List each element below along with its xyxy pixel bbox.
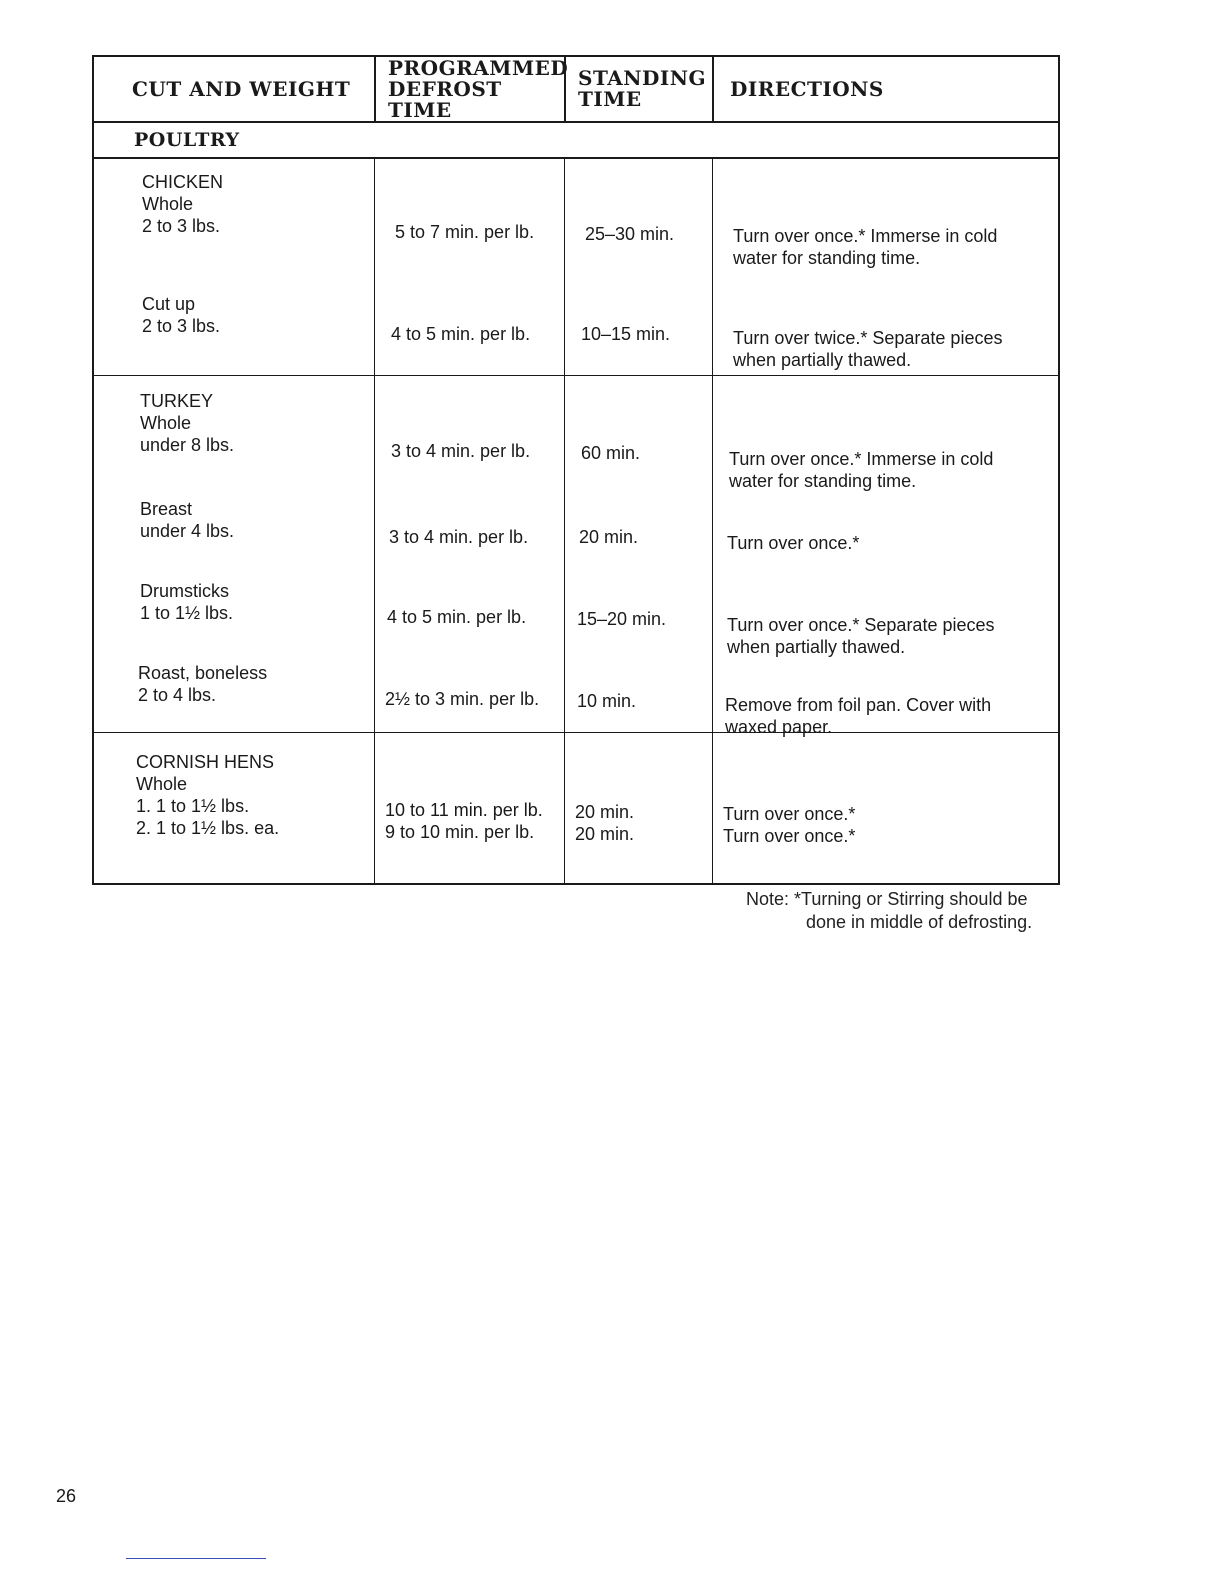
header-defrost-line1: PROGRAMMED [388, 55, 569, 80]
chicken-name: CHICKEN [142, 172, 224, 192]
header-standing-line2: TIME [578, 87, 642, 111]
chicken-directions-cell [712, 159, 1058, 375]
page-number: 26 [56, 1486, 77, 1506]
turkey-whole-weight: under 8 lbs. [140, 435, 235, 455]
header-cut-label: CUT AND WEIGHT [132, 76, 351, 101]
hens-standing-1: 20 min. [575, 802, 635, 822]
chicken-cut-label: Cut up [142, 294, 196, 314]
hens-standing-cell [564, 733, 712, 883]
chicken-cut-cell [94, 159, 374, 375]
footnote-line2: done in middle of defrosting. [806, 912, 1033, 932]
table-header [94, 57, 1058, 123]
turkey-drum-directions: Turn over once.* Separate pieces when partially thawed. [727, 615, 995, 657]
turkey-drum-weight: 1 to 1½ lbs. [140, 603, 234, 623]
header-defrost-line2: DEFROST TIME [388, 76, 502, 122]
turkey-roast-directions: Remove from foil pan. Cover with waxed paper. [725, 695, 992, 737]
hens-directions-1: Turn over once.* [723, 804, 856, 824]
turkey-directions-cell [712, 376, 1058, 737]
chicken-cut-defrost: 4 to 5 min. per lb. [391, 324, 531, 344]
chicken-cut-standing: 10–15 min. [581, 324, 671, 344]
hens-weight-2: 2. 1 to 1½ lbs. ea. [136, 818, 280, 838]
header-directions-label: DIRECTIONS [730, 76, 884, 101]
turkey-breast-label: Breast [140, 499, 193, 519]
turkey-roast-defrost: 2½ to 3 min. per lb. [385, 689, 540, 709]
chicken-whole-standing: 25–30 min. [585, 224, 675, 244]
footnote-line1: Note: *Turning or Stirring should be [746, 889, 1028, 909]
header-standing-line1: STANDING [578, 66, 707, 90]
turkey-whole-standing: 60 min. [581, 443, 641, 463]
turkey-name: TURKEY [140, 391, 214, 411]
turkey-drum-label: Drumsticks [140, 581, 229, 601]
turkey-cut-cell [94, 376, 374, 732]
turkey-drum-standing: 15–20 min. [577, 609, 667, 629]
chicken-whole-weight: 2 to 3 lbs. [142, 216, 221, 236]
footer-rule [126, 1558, 266, 1559]
defrost-table [92, 55, 1060, 885]
group-cornish-hens [94, 732, 1058, 883]
turkey-whole-directions: Turn over once.* Immerse in cold water for standing time. [729, 449, 994, 491]
group-turkey [94, 375, 1058, 737]
chicken-cut-weight: 2 to 3 lbs. [142, 316, 221, 336]
chicken-defrost-cell [374, 159, 564, 375]
hens-directions-cell [712, 733, 1058, 883]
header-standing-time [564, 57, 712, 121]
turkey-roast-weight: 2 to 4 lbs. [138, 685, 217, 705]
turkey-whole-defrost: 3 to 4 min. per lb. [391, 441, 531, 461]
section-poultry [94, 123, 1058, 159]
hens-weight-1: 1. 1 to 1½ lbs. [136, 796, 250, 816]
hens-standing-2: 20 min. [575, 824, 635, 844]
header-directions [712, 57, 1058, 121]
header-defrost-time [374, 55, 569, 122]
hens-defrost-cell [374, 733, 564, 883]
hens-cut-cell [94, 733, 374, 883]
hens-defrost-2: 9 to 10 min. per lb. [385, 822, 535, 842]
turkey-breast-directions: Turn over once.* [727, 533, 860, 553]
turkey-standing-cell [564, 376, 712, 732]
turkey-breast-weight: under 4 lbs. [140, 521, 235, 541]
turkey-whole-label: Whole [140, 413, 192, 433]
hens-name: CORNISH HENS [136, 752, 275, 772]
turkey-defrost-cell [374, 376, 564, 732]
hens-whole-label: Whole [136, 774, 188, 794]
turkey-breast-standing: 20 min. [579, 527, 639, 547]
turkey-drum-defrost: 4 to 5 min. per lb. [387, 607, 527, 627]
turkey-roast-label: Roast, boneless [138, 663, 268, 683]
group-chicken [94, 159, 1058, 375]
chicken-whole-directions: Turn over once.* Immerse in cold water for standing time. [733, 226, 998, 268]
section-poultry-label: POULTRY [134, 129, 240, 151]
chicken-whole-defrost: 5 to 7 min. per lb. [395, 222, 535, 242]
chicken-standing-cell [564, 159, 712, 375]
footnote [746, 888, 1032, 934]
turkey-breast-defrost: 3 to 4 min. per lb. [389, 527, 529, 547]
hens-directions-2: Turn over once.* [723, 826, 856, 846]
turkey-roast-standing: 10 min. [577, 691, 637, 711]
header-cut-and-weight [94, 57, 374, 121]
hens-defrost-1: 10 to 11 min. per lb. [385, 800, 543, 820]
chicken-cut-directions: Turn over twice.* Separate pieces when partially thawed. [733, 328, 1003, 370]
chicken-whole-label: Whole [142, 194, 194, 214]
